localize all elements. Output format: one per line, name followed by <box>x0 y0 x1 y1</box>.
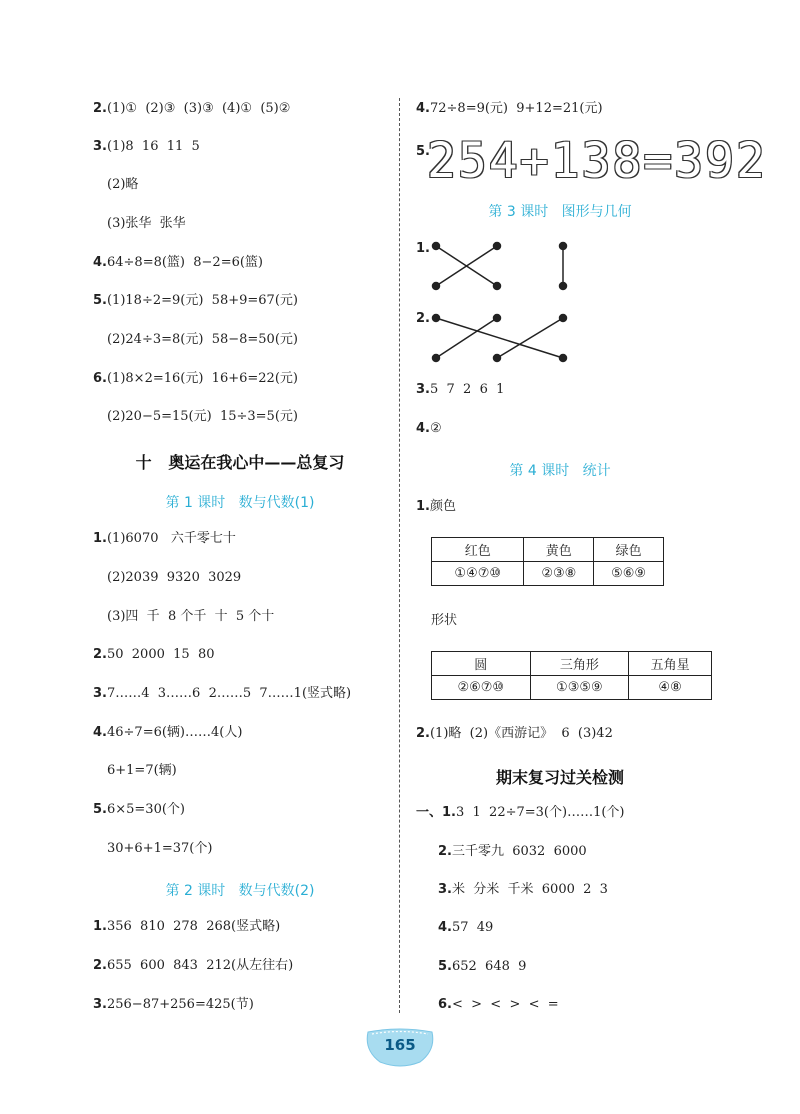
answer-text: 356 810 278 268(竖式略) <box>106 919 281 934</box>
matchstick-equation: 254+138=392 <box>427 133 767 189</box>
answer-line <box>416 420 442 438</box>
item-number: 3. <box>93 997 107 1012</box>
answer-text: (1)6070 六千零七十 <box>106 531 236 546</box>
answer-line <box>93 724 242 742</box>
lesson-title: 第 4 课时 统计 <box>509 463 611 479</box>
answer-line <box>438 958 526 976</box>
item-number: 4. <box>93 255 107 270</box>
item-number: 3. <box>93 139 107 154</box>
answer-line <box>93 801 185 819</box>
item-number: 4. <box>416 101 430 116</box>
section-title: 期末复习过关检测 <box>495 768 624 787</box>
answer-line <box>107 762 177 780</box>
answer-text: 57 49 <box>451 920 494 935</box>
answer-text: 655 600 843 212(从左往右) <box>106 958 294 973</box>
table-cell: ①④⑦⑩ <box>432 562 524 586</box>
item-number: 1. <box>416 499 430 514</box>
answer-line <box>93 957 293 975</box>
answer-text: (3)张华 张华 <box>107 216 186 231</box>
table-row <box>432 562 664 586</box>
dot <box>494 355 501 362</box>
answer-line <box>416 498 456 516</box>
dot <box>433 243 440 250</box>
item-number: 5. <box>438 959 452 974</box>
shape-table <box>431 651 712 700</box>
item-number: 1. <box>416 241 430 256</box>
item-number: 2. <box>416 726 430 741</box>
dot <box>560 355 567 362</box>
answer-line <box>107 840 212 858</box>
item-number: 2. <box>93 101 107 116</box>
answer-text: 72÷8=9(元) 9+12=21(元) <box>429 101 603 116</box>
dot <box>560 243 567 250</box>
item-number: 2. <box>93 647 107 662</box>
table-cell: ①③⑤⑨ <box>530 676 629 700</box>
answer-text: 5 7 2 6 1 <box>429 382 505 397</box>
answer-line <box>93 530 236 548</box>
dot <box>560 315 567 322</box>
dot-connection-diagram <box>0 0 800 400</box>
answer-line <box>93 685 351 703</box>
answer-text: 6+1=7(辆) <box>107 763 177 778</box>
chapter-title: 十 奥运在我心中——总复习 <box>135 453 345 472</box>
lesson-title: 第 1 课时 数与代数(1) <box>165 495 315 511</box>
answer-line <box>438 881 608 899</box>
answer-text: < > < > < = <box>451 997 559 1012</box>
answer-line <box>107 569 241 587</box>
table-header-cell: 五角星 <box>629 652 712 676</box>
item-number: 4. <box>93 725 107 740</box>
answer-line <box>93 646 215 664</box>
dot <box>494 243 501 250</box>
item-number: 一、1. <box>416 805 456 820</box>
answer-line <box>416 381 504 399</box>
answer-line <box>107 408 298 426</box>
table-header-cell: 红色 <box>432 538 524 562</box>
item-number: 3. <box>416 382 430 397</box>
answer-line <box>416 804 624 822</box>
connection-line <box>436 318 563 358</box>
table-header-row <box>432 652 712 676</box>
page-number: 165 <box>384 1036 416 1054</box>
answer-text: (1)① (2)③ (3)③ (4)① (5)② <box>106 101 291 116</box>
answer-text: ② <box>429 421 442 436</box>
item-number: 2. <box>416 311 430 326</box>
table-cell: ②③⑧ <box>524 562 594 586</box>
answer-text: 7……4 3……6 2……5 7……1(竖式略) <box>106 686 352 701</box>
answer-text: 46÷7=6(辆)……4(人) <box>106 725 243 740</box>
table-header-cell: 圆 <box>432 652 531 676</box>
table-row <box>432 676 712 700</box>
dot <box>433 283 440 290</box>
item-number: 4. <box>438 920 452 935</box>
table-cell: ④⑧ <box>629 676 712 700</box>
answer-text: (1)8×2=16(元) 16+6=22(元) <box>106 371 298 386</box>
table-header-row <box>432 538 664 562</box>
item-number: 6. <box>438 997 452 1012</box>
color-table <box>431 537 664 586</box>
answer-text: (2)24÷3=8(元) 58−8=50(元) <box>107 332 298 347</box>
answer-text: 米 分米 千米 6000 2 3 <box>451 882 608 897</box>
answer-line <box>438 919 493 937</box>
item-number: 3. <box>93 686 107 701</box>
answer-line <box>438 996 559 1014</box>
answer-text: (2)略 <box>107 177 139 192</box>
item-number: 5. <box>416 144 430 159</box>
answer-line <box>416 725 613 743</box>
answer-line <box>93 918 280 936</box>
answer-line <box>431 612 457 630</box>
answer-text: (2)2039 9320 3029 <box>107 570 242 585</box>
lesson-title: 第 3 课时 图形与几何 <box>488 204 632 220</box>
answer-text: 3 1 22÷7=3(个)……1(个) <box>455 805 625 820</box>
item-number: 5. <box>93 293 107 308</box>
table-header-cell: 黄色 <box>524 538 594 562</box>
answer-text: (1)略 (2)《西游记》 6 (3)42 <box>429 726 613 741</box>
dot <box>560 283 567 290</box>
connection-line <box>497 318 563 358</box>
item-number: 6. <box>93 371 107 386</box>
item-number: 3. <box>438 882 452 897</box>
connection-line <box>436 318 497 358</box>
item-number: 1. <box>93 531 107 546</box>
lesson-title: 第 2 课时 数与代数(2) <box>165 883 315 899</box>
answer-text: (1)18÷2=9(元) 58+9=67(元) <box>106 293 298 308</box>
answer-text: 64÷8=8(篮) 8−2=6(篮) <box>106 255 264 270</box>
answer-text: 50 2000 15 80 <box>106 647 215 662</box>
item-number: 1. <box>93 919 107 934</box>
dot <box>494 283 501 290</box>
item-number: 2. <box>93 958 107 973</box>
dot <box>433 355 440 362</box>
answer-text: 颜色 <box>429 499 456 514</box>
answer-text: (2)20−5=15(元) 15÷3=5(元) <box>107 409 298 424</box>
dot <box>494 315 501 322</box>
item-number: 4. <box>416 421 430 436</box>
answer-text: 三千零九 6032 6000 <box>451 844 587 859</box>
answer-text: 6×5=30(个) <box>106 802 185 817</box>
table-header-cell: 三角形 <box>530 652 629 676</box>
item-number: 5. <box>93 802 107 817</box>
answer-text: (1)8 16 11 5 <box>106 139 200 154</box>
table-cell: ②⑥⑦⑩ <box>432 676 531 700</box>
answer-text: 形状 <box>431 613 458 628</box>
answer-text: 652 648 9 <box>451 959 527 974</box>
answer-line <box>107 608 274 626</box>
dot <box>433 315 440 322</box>
answer-line <box>93 996 254 1014</box>
answer-text: 256−87+256=425(节) <box>106 997 254 1012</box>
answer-text: (3)四 千 8 个千 十 5 个十 <box>107 609 275 624</box>
item-number: 2. <box>438 844 452 859</box>
table-header-cell: 绿色 <box>594 538 664 562</box>
table-cell: ⑤⑥⑨ <box>594 562 664 586</box>
answer-text: 30+6+1=37(个) <box>107 841 213 856</box>
answer-line <box>438 843 587 861</box>
